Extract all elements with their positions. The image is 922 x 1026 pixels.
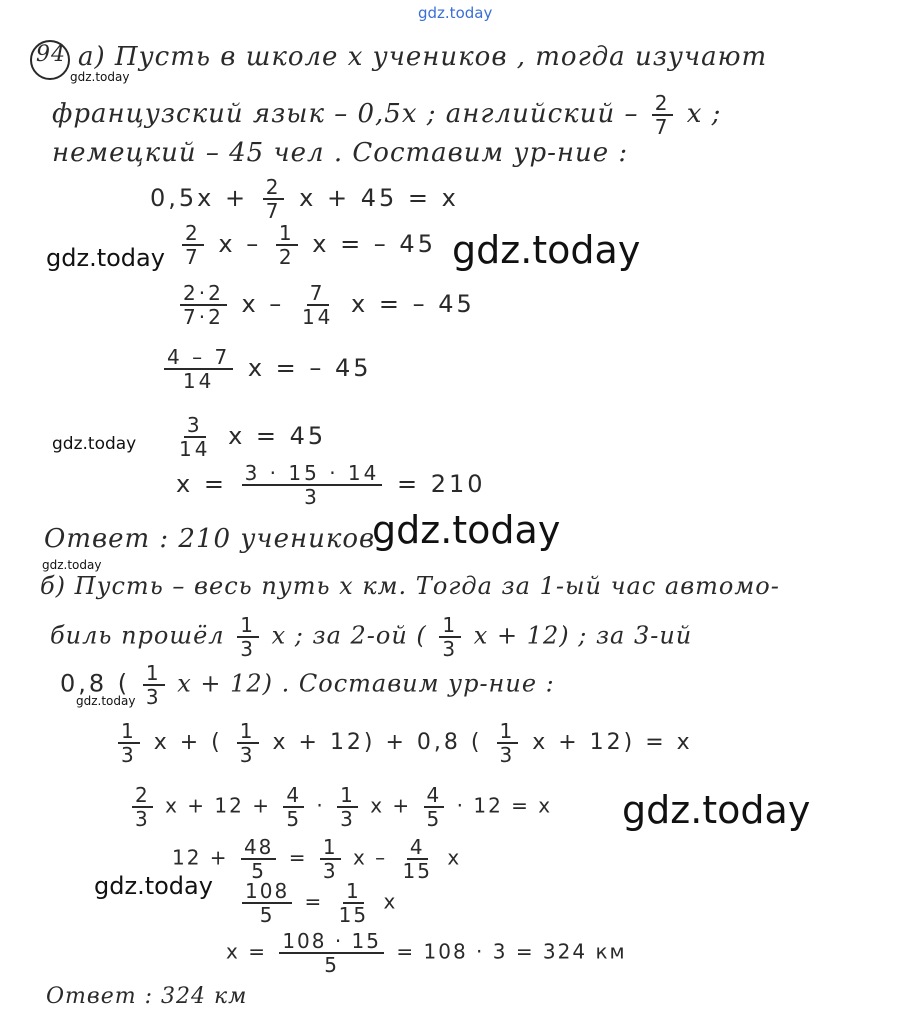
watermark-small-4: gdz.today bbox=[76, 694, 136, 708]
watermark-medium-2: gdz.today bbox=[94, 872, 213, 900]
fraction: $\frac{1}{3}$ bbox=[439, 614, 461, 660]
fraction: $\frac{2}{3}$ bbox=[132, 784, 153, 830]
part-b-eq4: $\frac{108}{5}$ = $\frac{1}{15}$ х bbox=[238, 880, 397, 926]
fraction: $\frac{108 \cdot 15}{5}$ bbox=[279, 930, 384, 976]
fraction: $\frac{1}{2}$ bbox=[276, 222, 298, 268]
fraction: $\frac{2}{7}$ bbox=[652, 92, 674, 138]
part-a-answer: Ответ : 210 учеников bbox=[44, 524, 376, 554]
fraction: $\frac{4}{5}$ bbox=[424, 784, 445, 830]
part-b-eq3: 12 + $\frac{48}{5}$ = $\frac{1}{3}$ х – $\frac{4}{15}$ х bbox=[172, 835, 462, 883]
fraction: $\frac{1}{3}$ bbox=[320, 836, 341, 882]
part-a-eq5: $\frac{3}{14}$ х = 45 bbox=[172, 414, 326, 460]
part-a-line2-tail: х ; bbox=[686, 99, 722, 129]
fraction: $\frac{4}{15}$ bbox=[402, 835, 432, 883]
fraction: $\frac{1}{3}$ bbox=[337, 784, 358, 830]
part-b-line2: биль прошёл $\frac{1}{3}$ х ; за 2-ой ( $\frac{1}{3}$ х + 12) ; за 3-ий bbox=[50, 613, 693, 661]
part-a-line2 bbox=[52, 92, 721, 138]
part-a-eq1: 0,5х + $\frac{2}{7}$ х + 45 = х bbox=[150, 175, 459, 223]
watermark-medium-1: gdz.today bbox=[46, 244, 165, 272]
part-a-line2-text: французский язык – 0,5х ; английский – bbox=[52, 99, 639, 129]
fraction: $\frac{4}{5}$ bbox=[283, 784, 304, 830]
part-b-line1: б) Пусть – весь путь х км. Тогда за 1-ый час автомо- bbox=[40, 572, 780, 600]
watermark-small-3: gdz.today bbox=[42, 558, 102, 572]
fraction: $\frac{7}{14}$ bbox=[301, 281, 334, 329]
part-a-eq2: $\frac{2}{7}$ х – $\frac{1}{2}$ х = – 45 bbox=[178, 222, 436, 268]
fraction: $\frac{3}{14}$ bbox=[179, 413, 211, 461]
part-b-eq1: $\frac{1}{3}$ х + ( $\frac{1}{3}$ х + 12) + 0,8 ( $\frac{1}{3}$ х + 12) = х bbox=[114, 720, 693, 766]
fraction: $\frac{2}{7}$ bbox=[182, 222, 204, 268]
watermark-top: gdz.today bbox=[418, 4, 493, 22]
fraction: $\frac{108}{5}$ bbox=[242, 880, 292, 926]
fraction: $\frac{1}{3}$ bbox=[237, 720, 259, 766]
fraction: $\frac{1}{3}$ bbox=[237, 614, 259, 660]
watermark-large-2: gdz.today bbox=[372, 508, 561, 552]
part-b-line3: 0,8 ( $\frac{1}{3}$ х + 12) . Составим ур-ние : bbox=[60, 661, 555, 709]
part-a-eq6: х = $\frac{3 \cdot 15 \cdot 14}{3}$ = 210 bbox=[176, 461, 486, 509]
watermark-small-1: gdz.today bbox=[70, 70, 130, 84]
fraction: $\frac{1}{3}$ bbox=[143, 662, 165, 708]
part-a-line1: а) Пусть в школе х учеников , тогда изучают bbox=[78, 42, 768, 72]
part-b-eq2: $\frac{2}{3}$ х + 12 + $\frac{4}{5}$ · $\frac{1}{3}$ х + $\frac{4}{5}$ · 12 = х bbox=[128, 784, 552, 830]
fraction: $\frac{2\cdot 2}{7\cdot 2}$ bbox=[180, 282, 227, 328]
watermark-large-1: gdz.today bbox=[452, 228, 641, 272]
fraction: $\frac{1}{15}$ bbox=[338, 879, 369, 927]
part-b-answer: Ответ : 324 км bbox=[46, 984, 248, 1009]
fraction: $\frac{1}{3}$ bbox=[118, 720, 140, 766]
fraction: $\frac{48}{5}$ bbox=[241, 836, 276, 882]
fraction: $\frac{1}{3}$ bbox=[497, 720, 519, 766]
watermark-small-2: gdz.today bbox=[52, 434, 137, 454]
part-a-eq3: $\frac{2\cdot 2}{7\cdot 2}$ х – $\frac{7}{14}$ х = – 45 bbox=[176, 282, 475, 328]
fraction: $\frac{4 - 7}{14}$ bbox=[164, 346, 233, 392]
fraction: $\frac{3 \cdot 15 \cdot 14}{3}$ bbox=[242, 462, 383, 508]
fraction: $\frac{2}{7}$ bbox=[263, 176, 285, 222]
problem-number: 94 bbox=[36, 42, 66, 67]
part-b-eq5: х = $\frac{108 \cdot 15}{5}$ = 108 · 3 = 324 км bbox=[226, 929, 627, 977]
part-a-eq4: $\frac{4 - 7}{14}$ х = – 45 bbox=[160, 346, 372, 392]
watermark-large-3: gdz.today bbox=[622, 788, 811, 832]
part-a-line3: немецкий – 45 чел . Составим ур-ние : bbox=[52, 138, 629, 168]
